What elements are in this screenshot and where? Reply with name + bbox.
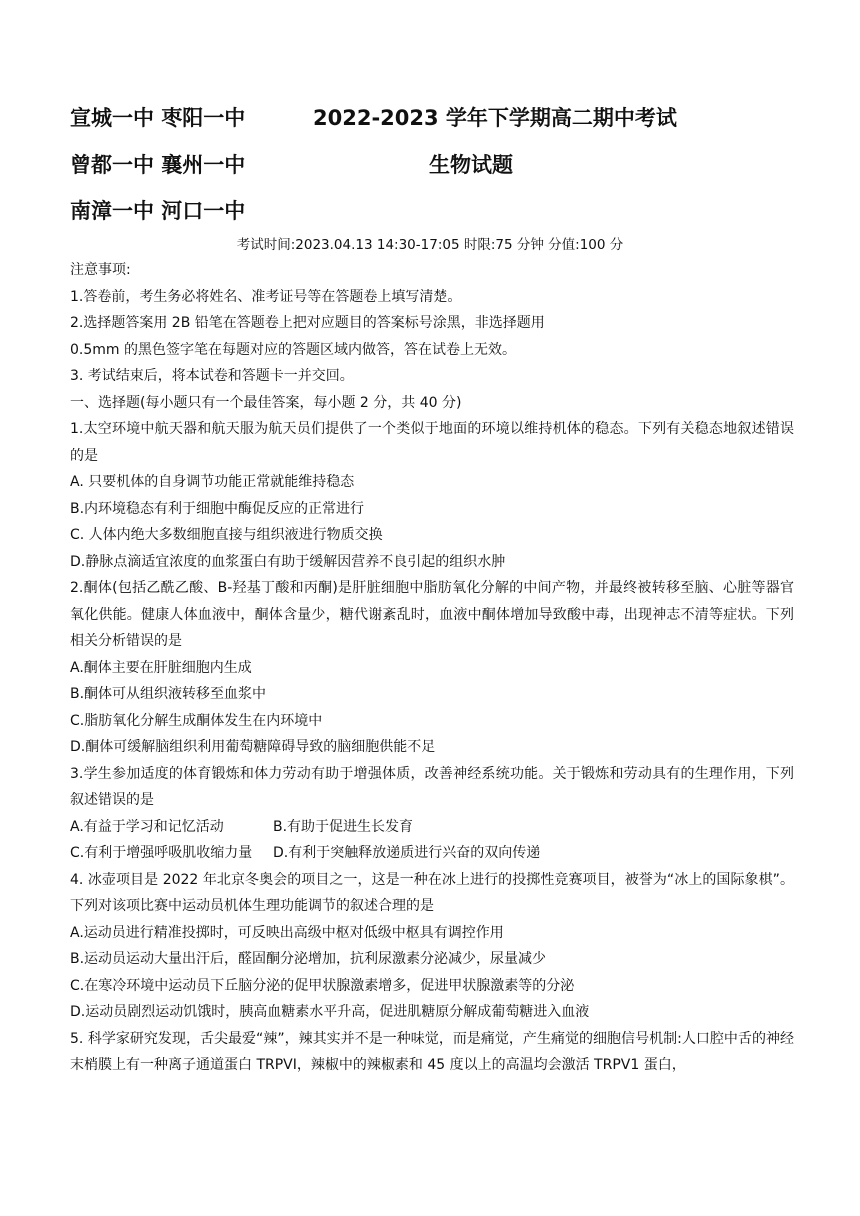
option-row — [70, 840, 794, 867]
option-row — [70, 814, 794, 841]
question-option: A.酮体主要在肝脏细胞内生成 — [70, 659, 252, 676]
question-option: A.有益于学习和记忆活动 — [70, 818, 224, 835]
note-item-3: 3. 考试结束后，将本试卷和答题卡一并交回。 — [70, 368, 354, 384]
note-item-2b: 0.5mm 的黑色签字笔在每题对应的答题区域内做答，答在试卷上无效。 — [70, 341, 516, 358]
notes-heading: 注意事项: — [70, 262, 131, 278]
subject-title: 生物试题 — [429, 153, 513, 177]
question-option: A. 只要机体的自身调节功能正常就能维持稳态 — [70, 474, 355, 490]
schools-row-2: 曾都一中 襄州一中 — [70, 153, 246, 177]
question-stem: 4. 冰壶项目是 2022 年北京冬奥会的项目之一，这是一种在冰上进行的投掷性竞赛项目，被誉为“冰上的国际象棋”。下列对该项比赛中运动员机体生理功能调节的叙述合理的是 — [70, 871, 794, 914]
question-option: D.有利于突触释放递质进行兴奋的双向传递 — [273, 845, 541, 861]
question-stem: 5. 科学家研究发现，舌尖最爱“辣”，辣其实并不是一种味觉，而是痛觉，产生痛觉的细胞信号机制:人口腔中舌的神经末梢膜上有一种离子通道蛋白 TRPVI，辣椒中的辣椒素和 45 度以上的高温均会激活 TRPV1 蛋白， — [70, 1030, 794, 1073]
question-option: C.有利于增强呼吸肌收缩力量 — [70, 845, 253, 861]
question-option: D.运动员剧烈运动饥饿时，胰高血糖素水平升高，促进肌糖原分解成葡萄糖进入血液 — [70, 1004, 590, 1020]
question-option: B.酮体可从组织液转移至血浆中 — [70, 686, 267, 702]
section-heading: 一、选择题(每小题只有一个最佳答案，每小题 2 分，共 40 分) — [70, 394, 462, 411]
question-option: D.酮体可缓解脑组织利用葡萄糖障碍导致的脑细胞供能不足 — [70, 739, 436, 755]
header-row-2 — [70, 149, 513, 179]
exam-body — [70, 257, 794, 1079]
exam-title: 2022-2023 学年下学期高二期中考试 — [313, 106, 677, 130]
question-stem: 2.酮体(包括乙酰乙酸、B-羟基丁酸和丙酮)是肝脏细胞中脂肪氧化分解的中间产物，并最终被转移至脑、心脏等器官氧化供能。健康人体血液中，酮体含量少，糖代谢紊乱时，血液中酮体增加导致酸中毒，出现神志不清等症状。下列相关分析错误的是 — [70, 580, 794, 649]
question-option: C.脂肪氧化分解生成酮体发生在内环境中 — [70, 712, 323, 729]
schools-row-1: 宣城一中 枣阳一中 — [70, 106, 246, 130]
question-option: D.静脉点滴适宜浓度的血浆蛋白有助于缓解因营养不良引起的组织水肿 — [70, 553, 506, 570]
question-option: B.有助于促进生长发育 — [273, 818, 414, 835]
note-item-2a: 2.选择题答案用 2B 铅笔在答题卷上把对应题目的答案标号涂黑，非选择题用 — [70, 315, 545, 331]
question-stem: 1.太空环境中航天器和航天服为航天员们提供了一个类似于地面的环境以维持机体的稳态。下列有关稳态地叙述错误的是 — [70, 421, 794, 464]
question-stem: 3.学生参加适度的体育锻炼和体力劳动有助于增强体质，改善神经系统功能。关于锻炼和劳动具有的生理作用，下列叙述错误的是 — [70, 765, 794, 808]
question-option: B.运动员运动大量出汗后，醛固酮分泌增加，抗利尿激素分泌减少，尿量减少 — [70, 951, 547, 967]
question-option: B.内环境稳态有利于细胞中酶促反应的正常进行 — [70, 500, 365, 517]
header-row-1 — [70, 102, 677, 132]
schools-row-3: 南漳一中 河口一中 — [70, 199, 246, 223]
exam-info: 考试时间:2023.04.13 14:30-17:05 时限:75 分钟 分值:100 分 — [236, 237, 624, 253]
note-item-1: 1.答卷前，考生务必将姓名、准考证号等在答题卷上填写清楚。 — [70, 288, 462, 305]
header-row-3 — [70, 195, 245, 225]
question-option: C. 人体内绝大多数细胞直接与组织液进行物质交换 — [70, 527, 383, 543]
question-option: C.在寒冷环境中运动员下丘脑分泌的促甲状腺激素增多，促进甲状腺激素等的分泌 — [70, 977, 575, 994]
question-option: A.运动员进行精准投掷时，可反映出高级中枢对低级中枢具有调控作用 — [70, 924, 504, 941]
